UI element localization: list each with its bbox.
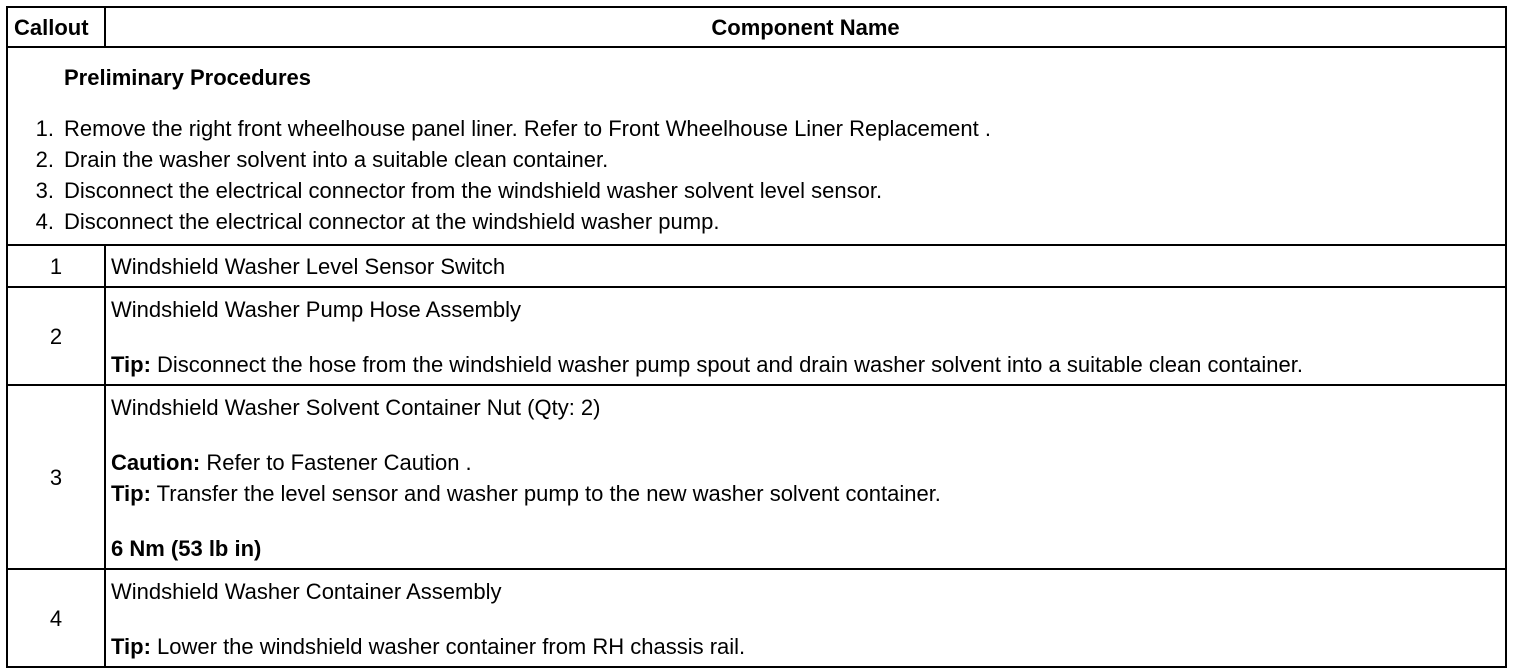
tip-label: Tip:	[111, 481, 151, 506]
step-text: Drain the washer solvent into a suitable clean container.	[64, 146, 609, 172]
component-column-header: Component Name	[105, 7, 1506, 47]
step-text: Disconnect the electrical connector at the windshield washer pump.	[64, 208, 720, 234]
preliminary-title: Preliminary Procedures	[64, 64, 312, 90]
step-number: 4.	[35, 208, 54, 234]
procedure-table-wrapper	[6, 6, 1507, 668]
preliminary-cell	[7, 47, 1506, 245]
component-name: Windshield Washer Level Sensor Switch	[105, 245, 1506, 287]
tip-label: Tip:	[111, 352, 151, 377]
table-header-row	[7, 7, 1506, 47]
callout-number: 2	[7, 287, 105, 385]
torque-spec: 6 Nm (53 lb in)	[111, 536, 262, 561]
preliminary-step	[18, 206, 1499, 237]
procedure-table	[6, 6, 1507, 668]
component-cell	[105, 287, 1506, 385]
tip-line	[111, 631, 1501, 662]
callout-column-header: Callout	[7, 7, 105, 47]
table-row	[7, 245, 1506, 287]
component-name: Windshield Washer Container Assembly	[111, 579, 502, 604]
table-row	[7, 385, 1506, 569]
caution-text: Refer to Fastener Caution .	[200, 450, 472, 475]
callout-number: 3	[7, 385, 105, 569]
caution-line	[111, 447, 1501, 478]
component-name: Windshield Washer Pump Hose Assembly	[111, 297, 522, 322]
step-text: Remove the right front wheelhouse panel liner. Refer to Front Wheelhouse Liner Replacement .	[64, 115, 991, 141]
tip-line	[111, 349, 1501, 380]
preliminary-step	[18, 144, 1499, 175]
table-row	[7, 569, 1506, 667]
tip-line	[111, 478, 1501, 509]
step-number: 2.	[35, 146, 54, 172]
preliminary-row	[7, 47, 1506, 245]
callout-number: 4	[7, 569, 105, 667]
step-number: 1.	[35, 115, 54, 141]
preliminary-step	[18, 175, 1499, 206]
component-cell	[105, 569, 1506, 667]
table-row	[7, 287, 1506, 385]
step-text: Disconnect the electrical connector from the windshield washer solvent level sensor.	[64, 177, 883, 203]
tip-text: Transfer the level sensor and washer pump to the new washer solvent container.	[150, 481, 941, 506]
step-number: 3.	[35, 177, 54, 203]
component-cell	[105, 385, 1506, 569]
caution-label: Caution:	[111, 450, 201, 475]
callout-number: 1	[7, 245, 105, 287]
component-name: Windshield Washer Solvent Container Nut (Qty: 2)	[111, 395, 601, 420]
tip-text: Lower the windshield washer container from RH chassis rail.	[150, 634, 746, 659]
tip-label: Tip:	[111, 634, 151, 659]
tip-text: Disconnect the hose from the windshield washer pump spout and drain washer solvent into a suitable clean container.	[150, 352, 1303, 377]
preliminary-step	[18, 113, 1499, 144]
